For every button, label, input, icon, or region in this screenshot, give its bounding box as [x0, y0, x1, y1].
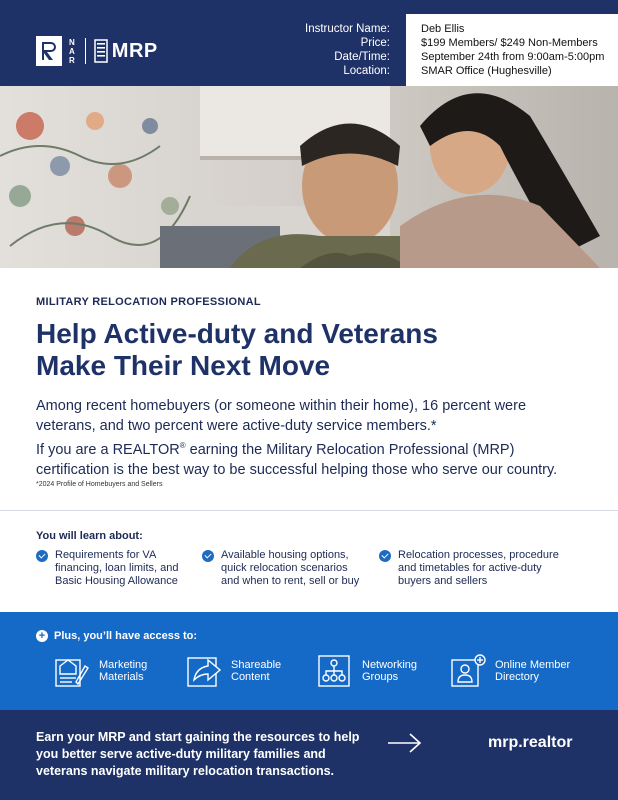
- learn-title: You will learn about:: [36, 530, 143, 542]
- location-label: Location:: [343, 65, 390, 77]
- datetime-label: Date/Time:: [334, 51, 390, 63]
- network-icon: [317, 654, 353, 688]
- event-info-box: [406, 14, 618, 86]
- body-paragraph: Among recent homebuyers (or someone within their home), 16 percent were veterans, and two percent were active-duty service members.* If you are a REALTOR® earning the Military Relocation Professional (MRP) certification is the best way to be successful helping those who serve our country.: [36, 398, 558, 478]
- nar-letters: N A R: [69, 37, 75, 65]
- checkmark-icon: [202, 550, 214, 562]
- nar-mrp-logo: [36, 36, 158, 66]
- instructor-label: Instructor Name:: [305, 23, 390, 35]
- footer-message: Earn your MRP and start gaining the resources to help you better serve active-duty military families and veterans navigate military relocation transactions.: [36, 730, 360, 778]
- arrow-right-icon: [386, 731, 424, 755]
- mrp-website-link[interactable]: mrp.realtor: [488, 734, 573, 751]
- section-divider: [0, 510, 618, 511]
- share-arrow-icon: [186, 654, 222, 688]
- directory-icon: [450, 654, 486, 688]
- footer-band: [0, 710, 618, 800]
- kicker-text: MILITARY RELOCATION PROFESSIONAL: [36, 296, 261, 308]
- realtor-r-logo-icon: [36, 36, 62, 66]
- instructor-value: Deb Ellis: [421, 23, 465, 35]
- price-value: $199 Members/ $249 Non-Members: [421, 37, 598, 49]
- datetime-value: September 24th from 9:00am-5:00pm: [421, 51, 605, 63]
- headline: Help Active-duty and Veterans Make Their Next Move: [36, 318, 438, 381]
- access-item-shareable: Shareable Content: [186, 654, 281, 688]
- access-item-directory: Online Member Directory: [450, 654, 570, 688]
- learn-item: Requirements for VA financing, loan limits, and Basic Housing Allowance: [36, 549, 179, 588]
- mrp-wordmark: MRP: [111, 39, 158, 62]
- hero-photo: [0, 86, 618, 268]
- flag-icon: [94, 39, 108, 63]
- location-value: SMAR Office (Hughesville): [421, 65, 552, 77]
- registered-mark: ®: [179, 441, 186, 450]
- learn-item: Relocation processes, procedure and timetables for active-duty buyers and sellers: [379, 549, 559, 588]
- access-title: + Plus, you’ll have access to:: [36, 630, 197, 642]
- checkmark-icon: [379, 550, 391, 562]
- learn-item: Available housing options, quick relocation scenarios and when to rent, sell or buy: [202, 549, 359, 588]
- price-label: Price:: [360, 37, 390, 49]
- event-info-labels: [290, 22, 390, 78]
- checkmark-icon: [36, 550, 48, 562]
- marketing-materials-icon: [54, 654, 90, 688]
- logo-divider: [85, 38, 86, 64]
- access-band: [0, 612, 618, 710]
- access-item-networking: Networking Groups: [317, 654, 417, 688]
- plus-icon: +: [36, 630, 48, 642]
- footnote: *2024 Profile of Homebuyers and Sellers: [36, 481, 163, 488]
- access-item-marketing: Marketing Materials: [54, 654, 147, 688]
